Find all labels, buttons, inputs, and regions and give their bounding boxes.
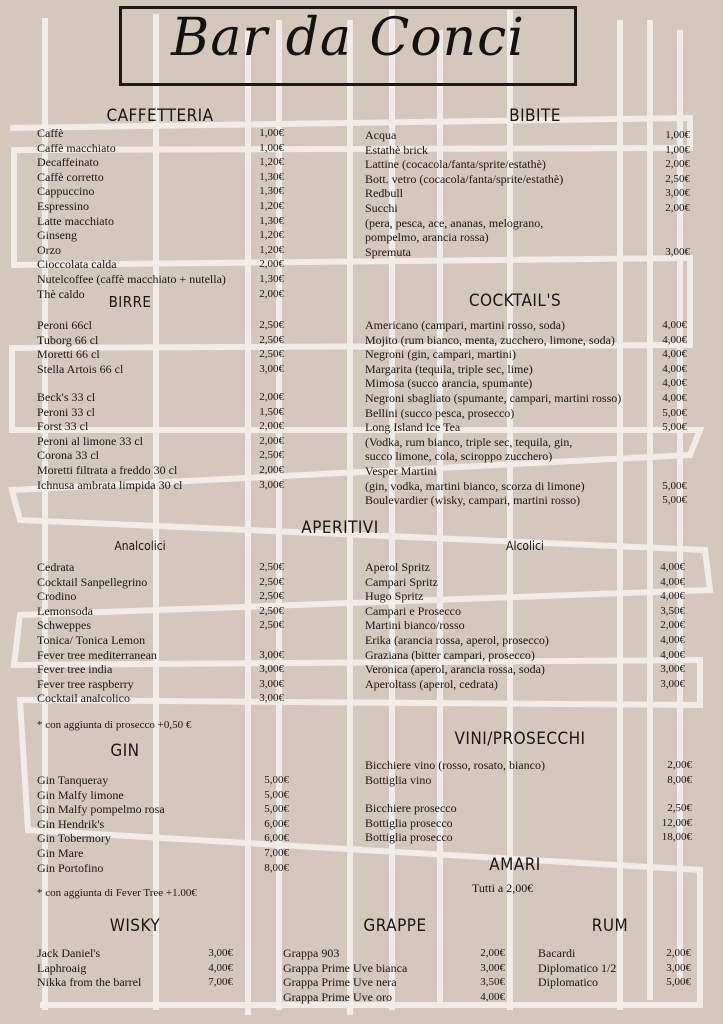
menu-item-name: Stella Artois 66 cl [37,361,124,376]
menu-item-name: Boulevardier (wisky, campari, martini rosso) [365,493,581,508]
menu-item-name: Succhi [365,200,398,215]
menu-item [37,199,284,214]
gin-list [37,773,289,875]
menu-item-price: 2,50€ [667,802,692,814]
menu-item [37,677,284,692]
menu-item [37,648,284,663]
menu-item-price: 3,00€ [480,961,505,974]
menu-item-name: Negroni (gin, campari, martini) [365,347,516,362]
menu-item-price: 1,20€ [259,243,284,256]
menu-item-name: (Vodka, rum bianco, triple sec, tequila, gin, [365,434,573,449]
menu-item-price: 2,00€ [666,947,691,959]
menu-item-price: 1,50€ [259,405,284,418]
menu-item-name: Bottiglia vino [365,772,432,787]
menu-item [365,618,685,633]
bibite-list [365,128,690,259]
menu-item-name: Gin Portofino [37,860,104,875]
menu-item [365,186,690,201]
menu-item-name: Gin Tobermory [37,831,111,846]
menu-item-name: Aperol Spritz [365,560,430,574]
menu-item-price: 2,00€ [259,287,284,300]
menu-item-price: 2,00€ [259,434,284,447]
menu-item [365,406,687,421]
menu-item [365,604,685,619]
menu-item [365,493,687,508]
menu-item-price: 3,00€ [665,187,690,200]
menu-item-name: Peroni 33 cl [37,404,95,419]
menu-item-name: Ichnusa ambrata limpida 30 cl [37,477,183,492]
menu-item-price: 2,50€ [259,619,284,632]
menu-item-name: succo limone, cola, sciroppo zucchero) [365,449,553,464]
menu-item [37,333,284,348]
menu-item-name: Laphroaig [37,960,87,975]
menu-item-price: 2,00€ [259,420,284,433]
menu-item-name: Hugo Spritz [365,589,424,604]
menu-item-price: 2,50€ [259,590,284,603]
menu-item-price: 1,00€ [259,127,284,139]
menu-item [37,961,233,976]
menu-item [37,390,284,405]
wisky-list [37,946,233,990]
menu-item-name: Orzo [37,242,61,257]
menu-item-price: 2,50€ [259,449,284,462]
menu-item [365,449,687,464]
menu-item-name: Mojito (rum bianco, menta, zucchero, limone, soda) [365,332,615,347]
menu-item [365,677,685,692]
menu-item [365,758,692,773]
menu-item [37,155,284,170]
menu-item-price: 3,00€ [259,362,284,375]
section-title-vini: VINI/PROSECCHI [454,729,586,749]
menu-item-price: 6,00€ [264,817,289,830]
menu-item-price: 8,00€ [667,773,692,786]
menu-item-name: (pera, pesca, ace, ananas, melograno, [365,215,544,230]
menu-item-price: 2,00€ [259,258,284,271]
menu-item-name: Campari e Prosecco [365,603,461,618]
menu-item-price: 4,00€ [662,377,687,390]
section-title-grappe: GRAPPE [363,916,427,936]
menu-item-name: Long Island Ice Tea [365,420,461,435]
menu-item-price: 5,00€ [662,406,687,419]
menu-item-price: 5,00€ [666,976,691,989]
menu-item [37,463,284,478]
section-title-caffetteria: CAFFETTERIA [106,106,214,126]
menu-item [365,347,687,362]
menu-item [37,975,233,990]
menu-item-name: Bacardi [538,946,576,960]
menu-item-name: Forst 33 cl [37,419,89,434]
menu-item-price: 4,00€ [660,633,685,646]
menu-item-price: 5,00€ [662,479,687,492]
menu-item [37,946,233,961]
menu-item-price: 2,00€ [259,463,284,476]
menu-item [538,975,691,990]
menu-item-price: 5,00€ [662,494,687,507]
menu-item-price: 1,20€ [259,199,284,212]
menu-item-price: 7,00€ [208,976,233,989]
menu-item-price: 1,30€ [259,170,284,183]
section-title-aperitivi: APERITIVI [301,518,379,538]
menu-item-name: Thè caldo [37,286,85,301]
menu-item [283,946,505,961]
menu-item [37,362,284,377]
section-title-wisky: WISKY [109,916,161,936]
menu-item-price: 1,30€ [259,214,284,227]
menu-item-price: 2,50€ [259,319,284,331]
menu-item-name: Decaffeinato [37,155,99,170]
menu-item [37,318,284,333]
menu-item-name: Cocktail analcolico [37,691,130,706]
menu-item-price: 5,00€ [264,788,289,801]
menu-item-price: 3,00€ [259,663,284,676]
menu-item [37,184,284,199]
menu-item-name: Bottiglia prosecco [365,815,453,830]
vino-list [365,758,692,787]
section-title-cocktails: COCKTAIL'S [468,291,562,311]
menu-item-name: Caffè [37,126,64,140]
menu-item-price: 2,00€ [665,201,690,214]
menu-item-price: 2,50€ [259,333,284,346]
menu-item-price: 4,00€ [662,319,687,331]
subtitle-analcolici: Analcolici [114,539,166,553]
menu-item-name: Gin Mare [37,845,84,860]
menu-item [37,846,289,861]
menu-item-name: Peroni 66cl [37,318,92,332]
menu-item [365,464,687,479]
menu-item-name: Erika (arancia rossa, aperol, prosecco) [365,632,549,647]
menu-item-price: 8,00€ [264,861,289,874]
menu-item-name: Fever tree raspberry [37,676,134,691]
section-title-amari: AMARI [489,855,541,875]
analcolici-list [37,560,284,706]
menu-item-price: 3,00€ [665,245,690,258]
menu-item [365,201,690,216]
menu-item-price: 4,00€ [662,348,687,361]
menu-item [37,257,284,272]
menu-item [37,243,284,258]
menu-item [37,831,289,846]
menu-item-price: 4,00€ [660,648,685,661]
menu-item-price: 4,00€ [660,590,685,603]
menu-item [283,961,505,976]
alcolici-list [365,560,685,691]
menu-item [37,662,284,677]
menu-item-name: Graziana (bitter campari, prosecco) [365,647,535,662]
menu-item [365,172,690,187]
menu-item [365,816,692,831]
menu-item [365,479,687,494]
menu-item [365,333,687,348]
menu-item-name: Grappa Prime Uve nera [283,975,397,990]
birre-66-list [37,318,284,376]
menu-item-price: 4,00€ [662,362,687,375]
menu-item-name: Aperoltass (aperol, cedrata) [365,676,498,691]
menu-item [365,230,690,245]
menu-item-price: 3,00€ [660,677,685,690]
menu-item [365,662,685,677]
menu-item-name: Bicchiere prosecco [365,801,457,815]
menu-item [365,773,692,788]
menu-item-name: Acqua [365,128,397,142]
menu-item [365,633,685,648]
menu-item [283,975,505,990]
menu-item-price: 2,00€ [259,391,284,403]
menu-item-price: 1,20€ [259,229,284,242]
menu-item-name: Bottiglia prosecco [365,830,453,845]
menu-item [37,817,289,832]
menu-item-name: Moretti 66 cl [37,347,100,362]
section-title-birre: BIRRE [108,293,152,311]
menu-item [37,691,284,706]
menu-item-price: 3,50€ [480,976,505,989]
menu-item-price: 2,50€ [259,561,284,573]
menu-item-name: Bicchiere vino (rosso, rosato, bianco) [365,758,545,772]
menu-item-name: Nikka from the barrel [37,975,142,990]
menu-item [365,318,687,333]
menu-item-name: Spremuta [365,244,411,259]
menu-item-price: 7,00€ [264,846,289,859]
prosecco-note: * con aggiunta di prosecco +0,50 € [37,719,192,731]
menu-item-name: Margarita (tequila, triple sec, lime) [365,361,533,376]
menu-item [37,633,284,648]
menu-item-name: Caffè corretto [37,169,104,184]
menu-item [365,376,687,391]
menu-item-name: Nutelcoffee (caffè macchiato + nutella) [37,271,226,286]
menu-item [37,434,284,449]
menu-item-name: Jack Daniel's [37,946,101,960]
menu-item [365,143,690,158]
menu-item-name: Bott. vetro (cocacola/fanta/sprite/estathè) [365,171,564,186]
menu-item-price: 2,50€ [259,575,284,588]
menu-item-price: 5,00€ [264,803,289,816]
menu-item [37,788,289,803]
menu-item [365,362,687,377]
menu-item-name: Tonica/ Tonica Lemon [37,632,146,647]
menu-item-name: Vesper Martini [365,463,437,478]
menu-item-name: Cocktail Sanpellegrino [37,574,148,589]
menu-item-name: Tuborg 66 cl [37,332,99,347]
menu-item [37,272,284,287]
menu-item [37,419,284,434]
menu-item-name: Campari Spritz [365,574,438,589]
menu-item-price: 3,00€ [259,692,284,705]
menu-item [365,435,687,450]
menu-item [37,773,289,788]
menu-item-price: 1,00€ [665,143,690,156]
menu-item [37,478,284,493]
menu-item-price: 3,00€ [259,648,284,661]
menu-item [37,214,284,229]
menu-item [365,801,692,816]
menu-item-price: 2,00€ [667,759,692,771]
menu-item-name: (gin, vodka, martini bianco, scorza di limone) [365,478,585,493]
menu-item [365,648,685,663]
menu-item [365,420,687,435]
prosecco-list [365,801,692,845]
menu-item [37,141,284,156]
menu-item-price: 4,00€ [660,561,685,573]
menu-item [37,589,284,604]
caffetteria-list [37,126,284,301]
menu-item [365,128,690,143]
section-title-rum: RUM [591,916,629,936]
section-title-gin: GIN [110,741,140,761]
menu-item-price: 1,20€ [259,156,284,169]
menu-item [37,861,289,876]
menu-item-name: Fever tree mediterranean [37,647,157,662]
cocktails-list [365,318,687,508]
menu-item-name: Diplomatico [538,975,598,990]
menu-item-name: Lemonsoda [37,603,93,618]
menu-item-name: Grappa Prime Uve bianca [283,960,408,975]
menu-item-price: 1,30€ [259,272,284,285]
menu-item-price: 3,50€ [660,604,685,617]
menu-item-price: 5,00€ [662,421,687,434]
menu-item-name: Negroni sbagliato (spumante, campari, martini rosso) [365,390,622,405]
menu-item-name: Cioccolata calda [37,257,117,272]
menu-item-price: 1,00€ [665,129,690,141]
menu-item-name: Gin Malfy pompelmo rosa [37,802,165,817]
menu-item-price: 12,00€ [661,816,692,829]
menu-item-name: Crodino [37,589,77,604]
menu-item-price: 3,00€ [259,478,284,491]
menu-item [37,228,284,243]
menu-item-price: 5,00€ [264,774,289,786]
menu-item-name: Gin Hendrik's [37,816,105,831]
menu-item-name: Moretti filtrata a freddo 30 cl [37,462,178,477]
menu-item [538,961,691,976]
menu-item-price: 2,00€ [480,947,505,959]
menu-item-price: 6,00€ [264,832,289,845]
menu-item-price: 2,50€ [259,604,284,617]
menu-item [365,157,690,172]
menu-item [37,560,284,575]
menu-item-price: 2,50€ [665,172,690,185]
menu-item-name: Grappa 903 [283,946,340,960]
amari-price-note: Tutti a 2,00€ [472,881,534,895]
menu-item-price: 3,00€ [259,677,284,690]
menu-item-name: Espressino [37,198,89,213]
bar-name-title: Bar da Conci [171,8,525,68]
menu-item [365,245,690,260]
section-title-bibite: BIBITE [509,106,561,126]
menu-item [365,560,685,575]
menu-item-name: Americano (campari, martini rosso, soda) [365,318,565,332]
menu-item-price: 2,00€ [665,158,690,171]
menu-item-price: 4,00€ [660,575,685,588]
menu-item [37,802,289,817]
menu-item [365,575,685,590]
menu-item-name: Latte macchiato [37,213,114,228]
menu-item-price: 2,50€ [259,348,284,361]
menu-item-price: 3,00€ [660,663,685,676]
menu-item [365,830,692,845]
menu-item-price: 1,30€ [259,185,284,198]
menu-item-price: 2,00€ [660,619,685,632]
menu-item [37,575,284,590]
menu-item-name: Veronica (aperol, arancia rossa, soda) [365,662,545,677]
menu-item-name: Beck's 33 cl [37,390,96,404]
menu-item-name: Ginseng [37,228,77,243]
menu-item-name: Cappuccino [37,184,95,199]
rum-list [538,946,691,990]
menu-item-price: 3,00€ [666,961,691,974]
menu-item-price: 1,00€ [259,141,284,154]
subtitle-alcolici: Alcolici [506,539,544,553]
menu-item [37,126,284,141]
menu-item [365,216,690,231]
menu-item-name: Fever tree india [37,662,113,677]
menu-item [538,946,691,961]
menu-item [37,347,284,362]
menu-item-name: Cedrata [37,560,75,574]
birre-33-list [37,390,284,492]
menu-item-name: pompelmo, arancia rossa) [365,230,489,245]
menu-item-name: Grappa Prime Uve oro [283,989,392,1004]
fever-tree-note: * con aggiunta di Fever Tree +1.00€ [37,887,197,899]
menu-item-name: Mimosa (succo arancia, spumante) [365,376,533,391]
menu-item-name: Redbull [365,186,403,201]
menu-item [37,170,284,185]
menu-item [365,589,685,604]
menu-item [37,604,284,619]
menu-item-name: Caffè macchiato [37,140,116,155]
menu-item-price: 3,00€ [208,947,233,959]
menu-item-name: Martini bianco/rosso [365,618,465,633]
menu-item-name: Lattine (cocacola/fanta/sprite/estathè) [365,157,546,172]
menu-item-name: Schweppes [37,618,91,633]
menu-item-name: Estathè brick [365,142,428,157]
menu-item-price: 4,00€ [480,990,505,1003]
grappe-list [283,946,505,1004]
menu-item-name: Peroni al limone 33 cl [37,433,143,448]
menu-item [37,405,284,420]
menu-item-price: 4,00€ [208,961,233,974]
menu-item [365,391,687,406]
menu-item-name: Bellini (succo pesca, prosecco) [365,405,515,420]
menu-item-name: Corona 33 cl [37,448,99,463]
menu-item [37,618,284,633]
menu-item-name: Diplomatico 1/2 [538,960,617,975]
menu-item-price: 4,00€ [662,333,687,346]
menu-item-price: 18,00€ [661,831,692,844]
menu-item [37,448,284,463]
menu-item-name: Gin Malfy limone [37,787,124,802]
menu-item [283,990,505,1005]
menu-item-price: 4,00€ [662,391,687,404]
menu-item-name: Gin Tanqueray [37,773,109,787]
